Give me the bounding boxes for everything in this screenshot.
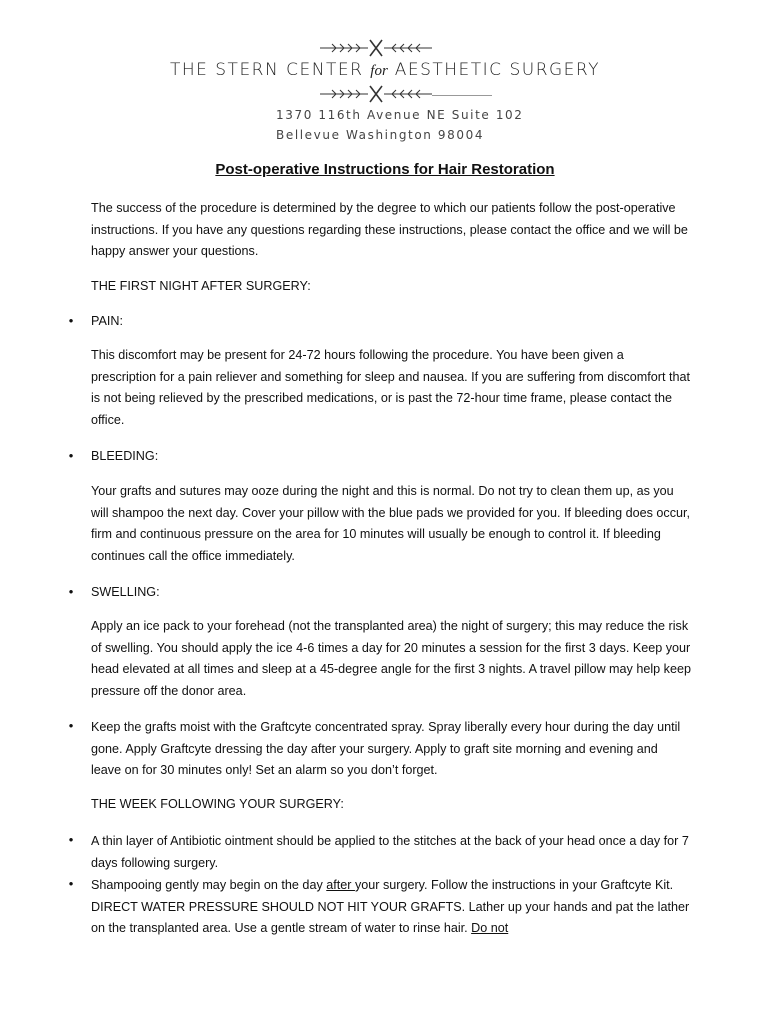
laurel-ornament-icon bbox=[318, 38, 434, 58]
bullet-icon: • bbox=[68, 876, 74, 891]
pain-label: PAIN: bbox=[91, 314, 123, 328]
bleeding-label: BLEEDING: bbox=[91, 449, 159, 463]
shampoo-paragraph bbox=[91, 875, 691, 940]
bullet-icon: • bbox=[68, 718, 74, 733]
document-title: Post-operative Instructions for Hair Restoration bbox=[215, 161, 555, 178]
practice-name-part1: THE STERN CENTER bbox=[169, 60, 364, 80]
swelling-label: SWELLING: bbox=[91, 585, 160, 599]
practice-name-part2: AESTHETIC SURGERY bbox=[394, 60, 601, 80]
practice-name-for: for bbox=[370, 63, 388, 79]
bullet-icon: • bbox=[68, 584, 74, 599]
address-line-1: 1370 116th Avenue NE Suite 102 bbox=[276, 108, 524, 122]
shampoo-text-1: Shampooing gently may begin on the day bbox=[91, 878, 327, 892]
laurel-ornament-icon bbox=[318, 84, 434, 104]
swelling-paragraph: Apply an ice pack to your forehead (not the transplanted area) the night of surgery; this may reduce the risk of swelling. You should apply the ice 4-6 times a day for 20 minutes a session for the first 3 days. Keep your head elevated at all times and sleep at a 45-degree angle for the first 3 nights. A travel pillow may help keep pressure off the donor area. bbox=[91, 619, 691, 699]
first-night-heading: THE FIRST NIGHT AFTER SURGERY: bbox=[91, 279, 311, 293]
bullet-icon: • bbox=[68, 313, 74, 328]
grafts-moist-paragraph: Keep the grafts moist with the Graftcyte concentrated spray. Spray liberally every hour during the day until gone. Apply Graftcyte dressing the day after your surgery. Apply to graft site morning and evening and leave on for 30 minutes only! Set an alarm so you don’t forget. bbox=[91, 720, 681, 778]
address-line-2: Bellevue Washington 98004 bbox=[276, 128, 485, 142]
bullet-icon: • bbox=[68, 448, 74, 463]
week-following-heading: THE WEEK FOLLOWING YOUR SURGERY: bbox=[91, 797, 344, 811]
shampoo-text-2: your surgery. Follow the instructions in your Graftcyte Kit. DIRECT WATER PRESSURE SHOULD NOT HIT YOUR GRAFTS. Lather up your hands and pat the lather on the transplanted area. Use a gentle stream of water to rinse hair. bbox=[91, 878, 690, 936]
intro-paragraph: The success of the procedure is determined by the degree to which our patients follow the post-operative instructions. If you have any questions regarding these instructions, please contact the office and we will be happy answer your questions. bbox=[91, 201, 688, 259]
antibiotic-paragraph: A thin layer of Antibiotic ointment should be applied to the stitches at the back of your head once a day for 7 days following surgery. bbox=[91, 834, 689, 870]
shampoo-underlined-after: after bbox=[326, 878, 355, 892]
bleeding-paragraph: Your grafts and sutures may ooze during the night and this is normal. Do not try to clean them up, as you will shampoo the next day. Cover your pillow with the blue pads we provided for you. If bleeding does occur, firm and continuous pressure on the area for 10 minutes will usually be enough to control it. If bleeding continues call the office immediately. bbox=[91, 484, 691, 564]
shampoo-underlined-do-not: Do not bbox=[471, 921, 509, 936]
bullet-icon: • bbox=[68, 832, 74, 847]
practice-name bbox=[0, 60, 770, 80]
letterhead-divider bbox=[432, 95, 492, 96]
pain-paragraph: This discomfort may be present for 24-72 hours following the procedure. You have been given a prescription for a pain reliever and something for sleep and nausea. If you are suffering from discomfort that is not being relieved by the prescribed medications, or is past the 72-hour time frame, please contact the office. bbox=[91, 348, 690, 428]
